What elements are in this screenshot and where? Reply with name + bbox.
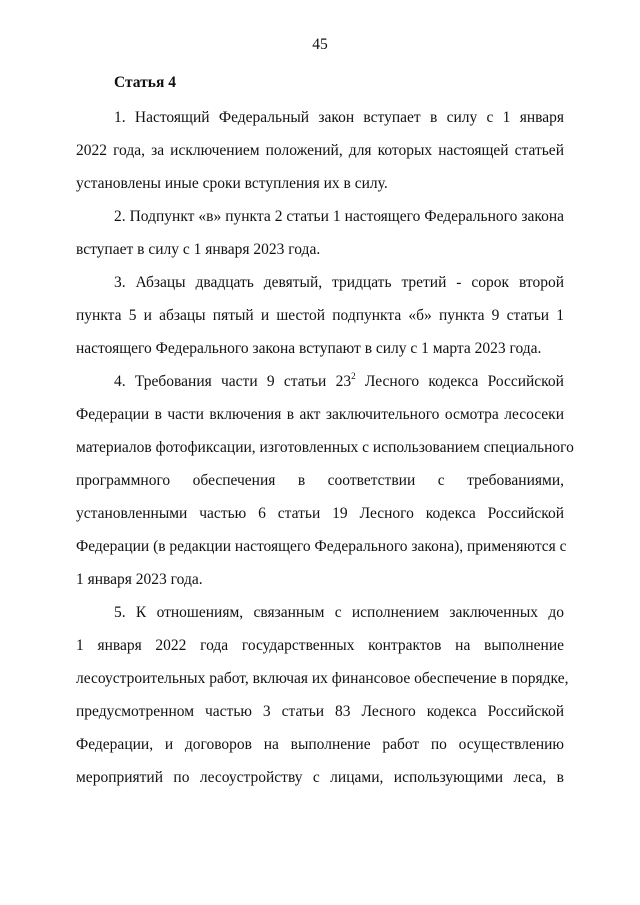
- paragraph-5: [76, 603, 569, 801]
- paragraph-line: Федерации в части включения в акт заключительного осмотра лесосеки: [76, 406, 564, 423]
- paragraph-line: установленными частью 6 статьи 19 Лесного кодекса Российской: [76, 505, 564, 522]
- article-title: Статья 4: [114, 74, 176, 91]
- paragraph-line: 1. Настоящий Федеральный закон вступает в силу с 1 января: [114, 109, 564, 126]
- paragraph-3: [76, 273, 564, 372]
- paragraph-1: [76, 108, 564, 207]
- superscript: 2: [351, 371, 356, 381]
- paragraph-line: пункта 5 и абзацы пятый и шестой подпункта «б» пункта 9 статьи 1: [76, 307, 564, 324]
- paragraph-line: материалов фотофиксации, изготовленных с использованием специального: [76, 439, 574, 456]
- paragraph-4: [76, 371, 574, 603]
- paragraph-line: программного обеспечения в соответствии с требованиями,: [76, 472, 564, 489]
- paragraph-line: лесоустроительных работ, включая их финансовое обеспечение в порядке,: [76, 670, 569, 687]
- paragraph-line: 2. Подпункт «в» пункта 2 статьи 1 настоящего Федерального закона: [114, 208, 564, 225]
- page-number: 45: [312, 36, 328, 53]
- paragraph-line: установлены иные сроки вступления их в силу.: [76, 175, 388, 192]
- paragraph-line: 1 января 2022 года государственных контрактов на выполнение: [76, 637, 564, 654]
- paragraph-line-text: 4. Требования части 9 статьи 23: [114, 373, 352, 390]
- paragraph-line: 3. Абзацы двадцать девятый, тридцать третий - сорок второй: [114, 274, 564, 291]
- paragraph-line: вступает в силу с 1 января 2023 года.: [76, 241, 321, 258]
- paragraph-line: 5. К отношениям, связанным с исполнением заключенных до: [114, 604, 564, 621]
- paragraph-line: 1 января 2023 года.: [76, 571, 203, 588]
- paragraph-line: [76, 372, 564, 405]
- paragraph-2: [76, 207, 564, 273]
- paragraph-line: Федерации, и договоров на выполнение работ по осуществлению: [76, 736, 564, 753]
- paragraph-line: предусмотренном частью 3 статьи 83 Лесного кодекса Российской: [76, 703, 564, 720]
- paragraph-line-text: Лесного кодекса Российской: [355, 373, 564, 390]
- paragraph-line: 2022 года, за исключением положений, для которых настоящей статьей: [76, 142, 564, 159]
- paragraph-line: Федерации (в редакции настоящего Федерального закона), применяются с: [76, 538, 567, 555]
- paragraph-line: мероприятий по лесоустройству с лицами, использующими леса, в: [76, 769, 564, 786]
- paragraph-line: настоящего Федерального закона вступают в силу с 1 марта 2023 года.: [76, 340, 542, 357]
